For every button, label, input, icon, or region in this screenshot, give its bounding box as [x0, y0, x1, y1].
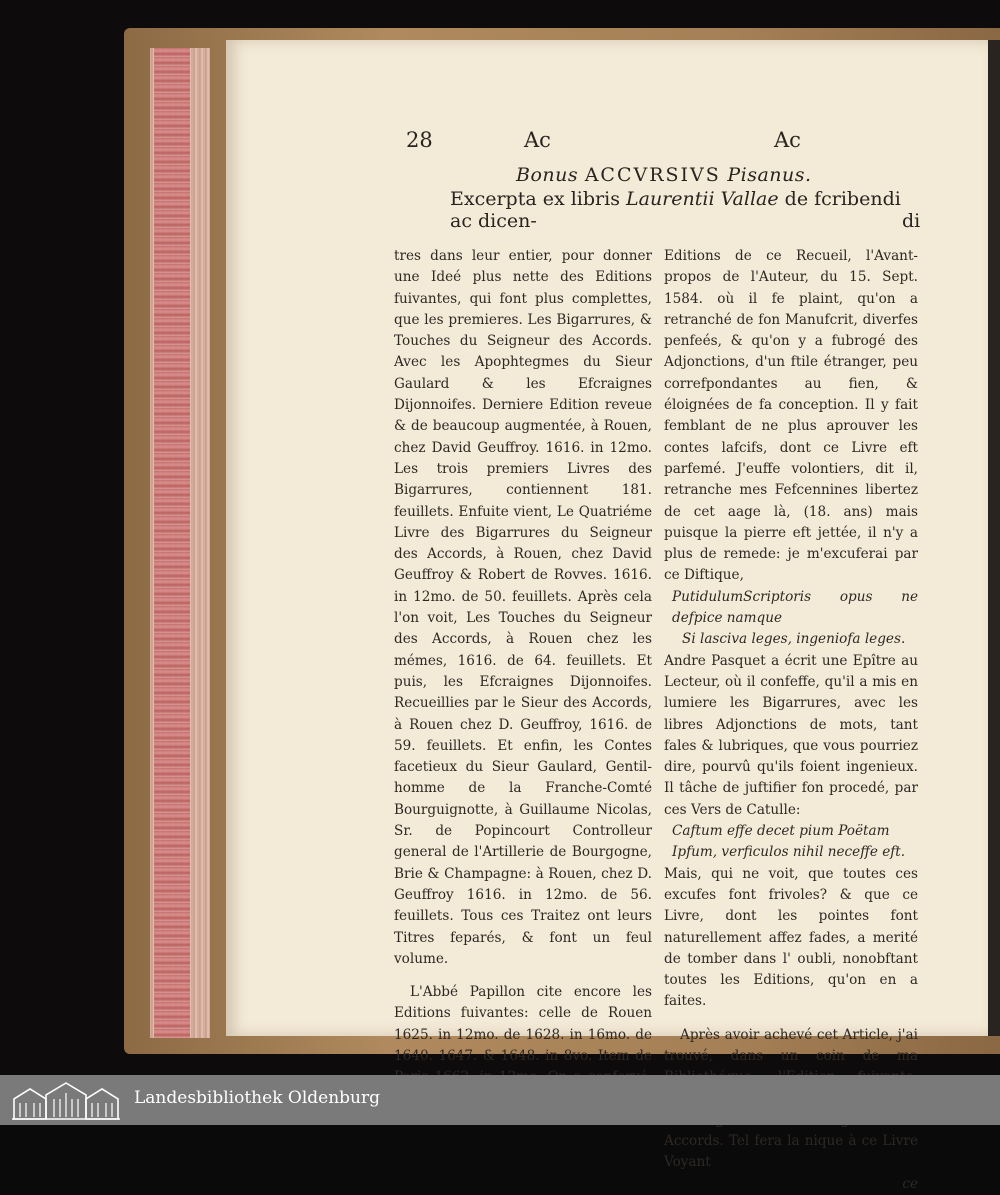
library-name: Landesbibliothek Oldenburg [134, 1088, 381, 1108]
running-head-right: Ac [774, 128, 801, 152]
title-part-b: de fcribendi ac dicen- [450, 188, 901, 232]
running-head-left: Ac [524, 128, 551, 152]
distich-line-1: PutidulumScriptoris opus ne defpice namque [672, 588, 918, 627]
right-paragraph-3: Mais, qui ne voit, que toutes ces excufes font frivoles? & que ce Livre, dont les pointes font naturellement affez fades, a merité de tomber dans l' oubli, nonobftant toutes les Editions, qu'on en a faites. [664, 865, 918, 1010]
entry-author [516, 164, 812, 186]
library-footer [0, 1075, 1000, 1125]
left-column [394, 246, 652, 1110]
left-paragraph-1: tres dans leur entier, pour donner une Ideé plus nette des Editions fuivantes, qui font plus complettes, que les premieres. Les Bigarrures, & Touches du Seigneur des Accords. Avec les Apophtegmes du Sieur Gaulard & les Efcraignes Dijonnoifes. Derniere Edition reveue & de beaucoup augmentée, à Rouen, chez David Geuffroy. 1616. in 12mo. Les trois premiers Livres des Bigarrures, contiennent 181. feuillets. Enfuite vient, Le Quatriéme Livre des Bigarrures du Seigneur des Accords, à Rouen, chez David Geuffroy & Robert de Rovves. 1616. in 12mo. de 50. feuillets. Après cela l'on voit, Les Touches du Seigneur des Accords, à Rouen chez les mémes, 1616. de 64. feuillets. Et puis, les Efcraignes Dijonnoifes. Recueillies par le Sieur des Accords, à Rouen chez D. Geuffroy, 1616. de 59. feuillets. Et enfin, les Contes facetieux du Sieur Gaulard, Gentil-homme de la Franche-Comté Bourguignotte, à Guillaume Nicolas, Sr. de Popincourt Controlleur general de l'Artillerie de Bourgogne, Brie & Champagne: à Rouen, chez D. Geuffroy 1616. in 12mo. de 56. feuillets. Tous ces Traitez ont leurs Titres feparés, & font un feul volume. [394, 248, 652, 967]
page-number: 28 [406, 128, 433, 152]
catullus-line-2: Ipfum, verficulos nihil neceffe eft. [672, 844, 906, 861]
library-building-logo [10, 1079, 122, 1121]
right-paragraph-4: Après avoir achevé cet Article, j'ai trouvé, dans un coin de ma Accords. Tel fera la nique à ce Livre Voyant [664, 1026, 918, 1171]
right-paragraph-2: Andre Pasquet a écrit une Epître au Lecteur, où il confeffe, qu'il a mis en lumiere les Bigarrures, avec les libres Adjonctions de mots, tant fales & lubriques, que vous pourriez dire, pourvû qu'ils foient ingenieux. Il tâche de juftifier fon procedé, par ces Vers de Catulle: [664, 652, 918, 818]
author-name: ACCVRSIVS [584, 164, 721, 186]
right-paragraph-1: Editions de ce Recueil, l'Avant-propos de l'Auteur, du 15. Sept. 1584. où il fe plaint, qu'on a retranché de fon Manufcrit, diverfes penfeés, & qu'on y a fubrogé des Adjonctions, d'un ftile étranger, peu correfpondantes au fien, & éloignées de fa conception. Il y fait femblant de ne plus aprouver les contes lafcifs, dont ce Livre eft parfemé. J'euffe volontiers, dit il, retranche mes Fefcennines libertez de cet aage là, (18. ans) mais puisque la pierre eft jettée, il n'y a plus de remede: je m'excuferai par ce Diftique, [664, 248, 918, 584]
entry-title [450, 188, 920, 232]
title-italic: Laurentii Vallae [626, 188, 779, 210]
catullus-line-1: Caftum effe decet pium Poëtam [672, 823, 890, 840]
left-paragraph-2: L'Abbé Papillon cite encore les Editions fuivantes: celle de Rouen 1625. in 12mo. de 1628. in 16mo. de 1640. 1647. & 1648. in 8vo. Item de [394, 984, 652, 1064]
distich-line-2: Si lasciva leges, ingeniofa leges. [682, 631, 906, 648]
title-end: di [902, 210, 921, 232]
author-first-name: Bonus [516, 164, 579, 186]
title-part-a: Excerpta ex libris [450, 188, 620, 210]
catchword: ce [902, 1175, 918, 1192]
right-column [664, 246, 918, 1195]
author-origin: Pisanus. [727, 164, 812, 186]
red-page-edge [154, 48, 190, 1038]
next-page-edge [988, 40, 1000, 1036]
